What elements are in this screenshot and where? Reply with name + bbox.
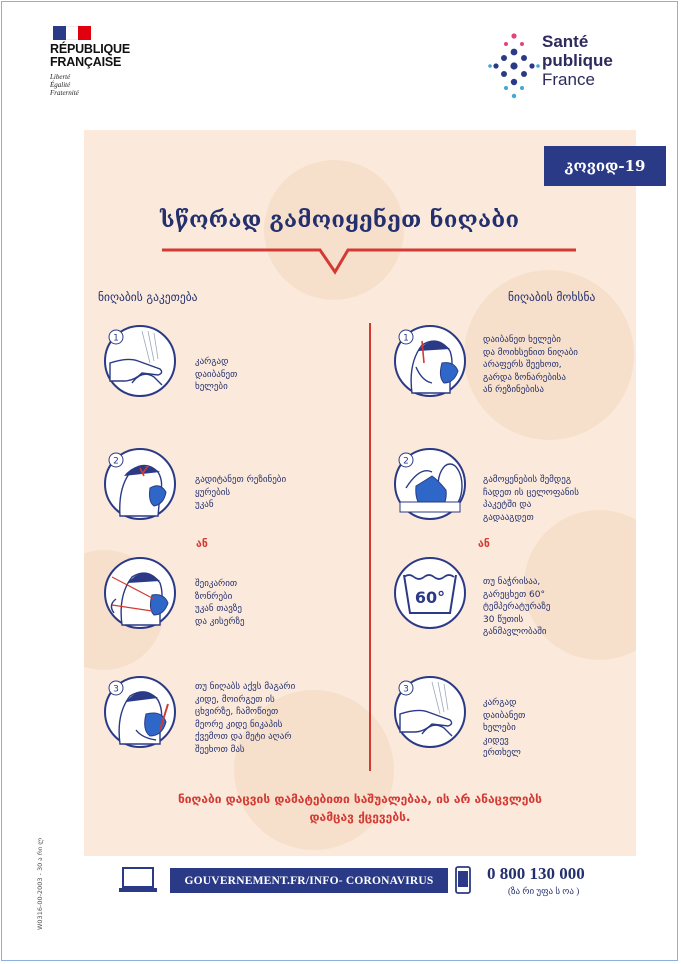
bag-disposal-icon <box>392 446 468 522</box>
right-step-2-text: გამოყენების შემდეგ ჩადეთ ის ცელოფანის პაკეტში და გადააგდეთ <box>483 475 579 523</box>
spf-dots-icon <box>486 30 542 102</box>
website-link[interactable]: GOUVERNEMENT.FR/INFO- CORONAVIRUS <box>170 868 448 893</box>
spf-wordmark: Santé publique France <box>542 32 613 89</box>
covid-badge: კოვიდ-19 <box>544 146 666 186</box>
right-step-2b-text: თუ ნაჭრისაა, გარეცხეთ 60° ტემპერატურაზე 30 წუთის განმავლობაში <box>483 577 551 637</box>
or-label-left: ან <box>196 538 208 550</box>
left-step-3-text: თუ ნიღაბს აქვს მაგარი კიდე, მოირგეთ ის ცხვირზე, ჩამოწიეთ მეორე კიდე ნიკაპის ქვემოთ და მეტი აღარ შეეხოთ მას <box>195 682 296 755</box>
hand-wash-icon <box>102 323 178 399</box>
ear-loop-icon <box>102 446 178 522</box>
step-number: 2 <box>403 456 409 467</box>
tie-strings-icon <box>102 555 178 631</box>
step-number: 3 <box>403 684 409 695</box>
adjust-mask-icon <box>102 674 178 750</box>
step-number: 1 <box>113 333 119 344</box>
left-step-2b-text: შეიკარით ზონრები უკან თავზე და კისერზე <box>195 579 245 627</box>
phone-icon <box>455 866 471 894</box>
temperature-label: 60° <box>414 588 446 607</box>
wash-60-icon <box>392 555 468 631</box>
laptop-icon <box>118 866 158 894</box>
remove-mask-icon <box>392 323 468 399</box>
right-step-1-text: დაიბანეთ ხელები და მოიხსენით ნიღაბი არაფერს შეეხოთ, გარდა ზონარებისა ან რეზინებისა <box>483 335 578 395</box>
hand-wash-icon <box>392 674 468 750</box>
step-number: 1 <box>403 333 409 344</box>
page-title: სწორად გამოიყენეთ ნიღაბი <box>160 207 520 233</box>
sante-publique-france-logo <box>486 30 636 102</box>
step-number: 3 <box>113 684 119 695</box>
hotline-number[interactable]: 0 800 130 000 <box>487 864 585 883</box>
document-reference: W0316-00-2003 - 30 ა რი ლ <box>36 837 44 930</box>
column-divider <box>369 323 371 771</box>
left-step-2-text: გადიტანეთ რეზინები ყურების უკან <box>195 475 287 510</box>
step-number: 2 <box>113 456 119 467</box>
republic-motto: Liberté Égalité Fraternité <box>50 73 79 97</box>
warning-message: ნიღაბი დაცვის დამატებითი საშუალებაა, ის არ ანაცვლებს დამცავ ქცევებს. <box>177 792 543 824</box>
republique-francaise-logo <box>50 26 160 97</box>
hotline-note: (ზა რი უფა ს ოა ) <box>508 886 580 896</box>
republic-name: RÉPUBLIQUE FRANÇAISE <box>50 42 130 69</box>
section-heading-put-on: ნიღაბის გაკეთება <box>98 290 198 304</box>
title-underline-bubble <box>160 244 580 278</box>
right-step-3-text: კარგად დაიბანეთ ხელები კიდევ ერთხელ <box>483 698 526 758</box>
french-flag-icon <box>53 26 91 40</box>
left-step-1-text: კარგად დაიბანეთ ხელები <box>195 357 238 392</box>
section-heading-take-off: ნიღაბის მოხსნა <box>508 290 596 304</box>
or-label-right: ან <box>478 538 490 550</box>
